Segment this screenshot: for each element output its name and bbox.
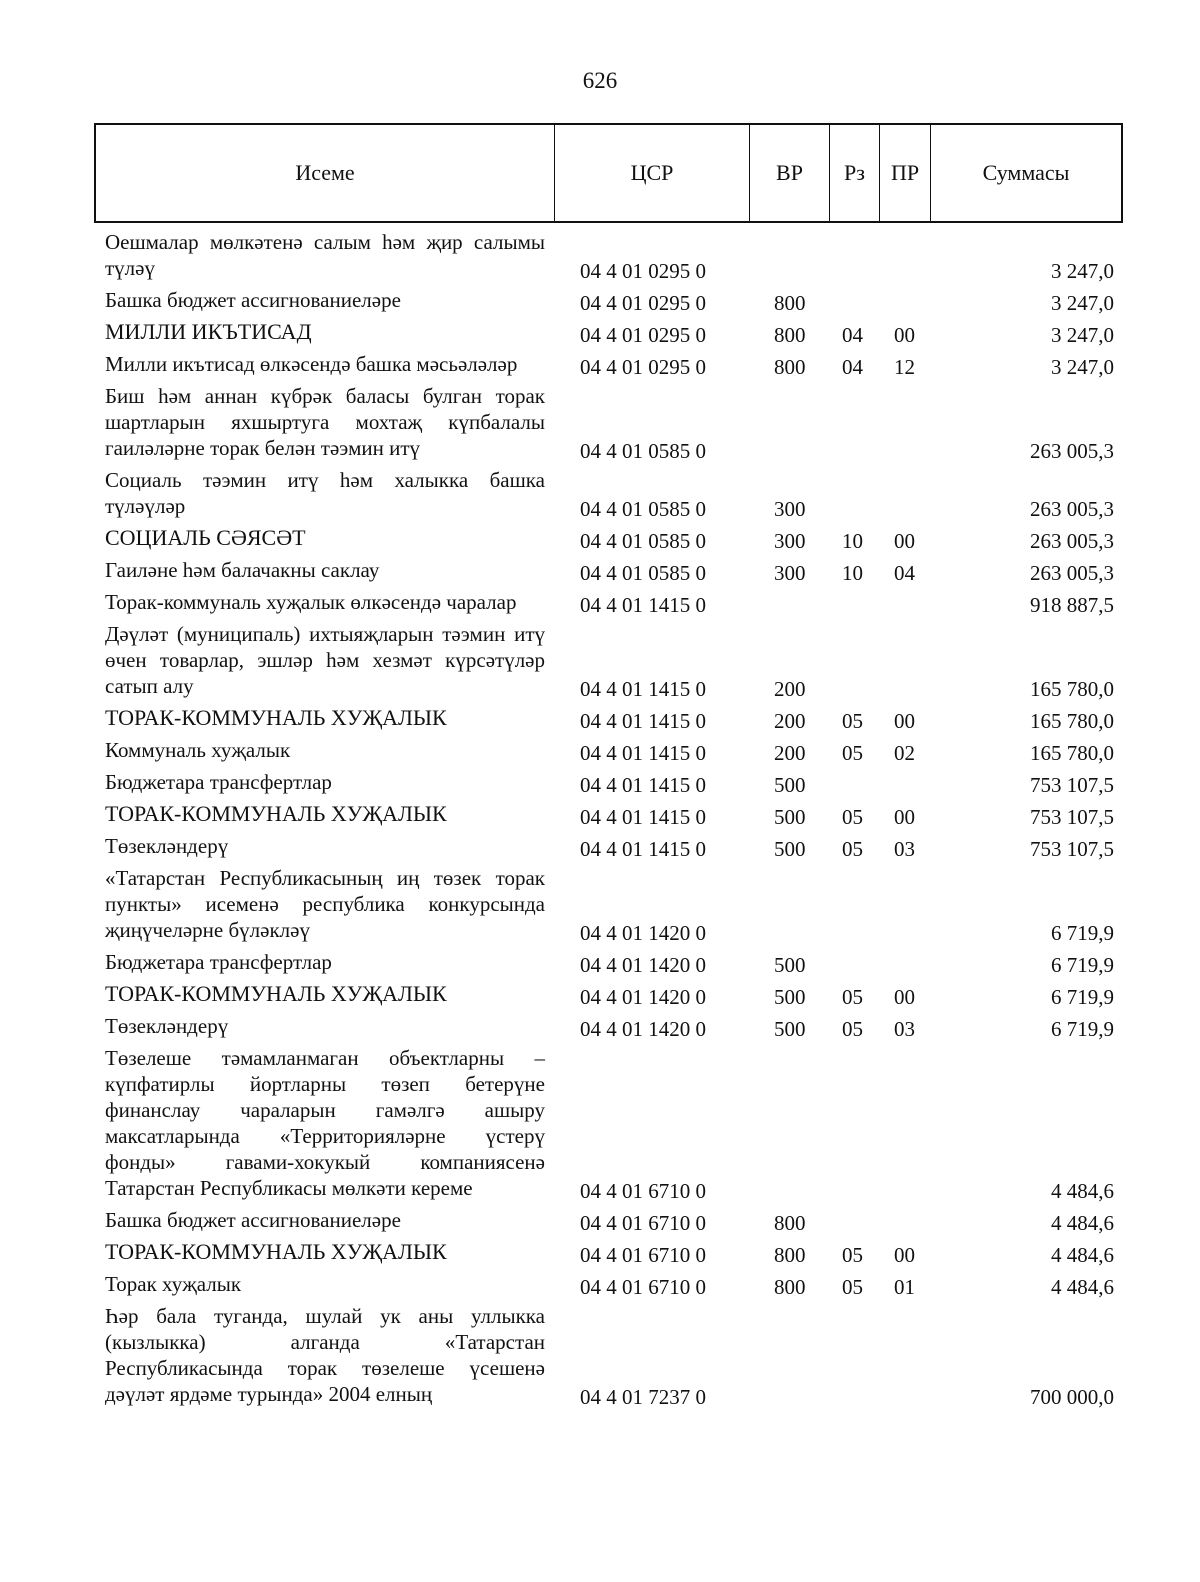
row-sum: 4 484,6: [1051, 1275, 1114, 1299]
row-name: Төзекләндерү: [105, 834, 229, 858]
row-name: Башка бюджет ассигнованиеләре: [105, 288, 401, 312]
row-sum: 3 247,0: [1051, 291, 1114, 315]
header-vr: ВР: [750, 125, 830, 221]
row-rz: 05: [842, 1275, 863, 1299]
row-csr: 04 4 01 0585 0: [580, 529, 706, 553]
row-sum: 753 107,5: [1030, 773, 1114, 797]
table-row: [0, 1010, 1200, 1042]
row-name: Төзекләндерү: [105, 1014, 229, 1038]
row-vr: 500: [774, 805, 806, 829]
row-pr: 03: [894, 837, 915, 861]
row-name: МИЛЛИ ИКЪТИСАД: [105, 319, 312, 344]
table-row: [0, 830, 1200, 862]
table-row: [0, 522, 1200, 554]
table-row: [0, 946, 1200, 978]
row-pr: 03: [894, 1017, 915, 1041]
row-vr: 500: [774, 837, 806, 861]
row-vr: 800: [774, 1243, 806, 1267]
row-vr: 800: [774, 1275, 806, 1299]
row-rz: 04: [842, 355, 863, 379]
row-sum: 700 000,0: [1030, 1385, 1114, 1409]
row-vr: 500: [774, 985, 806, 1009]
row-sum: 4 484,6: [1051, 1211, 1114, 1235]
table-row: [0, 1042, 1200, 1204]
row-csr: 04 4 01 0295 0: [580, 323, 706, 347]
row-sum: 6 719,9: [1051, 1017, 1114, 1041]
row-name: Гаиләне һәм балачакны саклау: [105, 558, 380, 582]
table-row: [0, 554, 1200, 586]
row-sum: 165 780,0: [1030, 709, 1114, 733]
row-name: «Татарстан Республикасының иң төзек торак пункты» исеменә республика конкурсында җиңүчеләрне бүләкләү: [105, 866, 545, 942]
row-sum: 4 484,6: [1051, 1179, 1114, 1203]
row-name: Бюджетара трансфертлар: [105, 950, 332, 974]
row-csr: 04 4 01 1415 0: [580, 805, 706, 829]
row-pr: 00: [894, 1243, 915, 1267]
row-name: Оешмалар мөлкәтенә салым һәм җир салымы түләү: [105, 230, 545, 280]
row-vr: 500: [774, 953, 806, 977]
row-rz: 05: [842, 1017, 863, 1041]
row-sum: 3 247,0: [1051, 259, 1114, 283]
table-row: [0, 464, 1200, 522]
row-name: ТОРАК-КОММУНАЛЬ ХУҖАЛЫК: [105, 1239, 447, 1264]
table-row: [0, 862, 1200, 946]
table-row: [0, 348, 1200, 380]
row-rz: 10: [842, 561, 863, 585]
row-rz: 04: [842, 323, 863, 347]
row-csr: 04 4 01 1420 0: [580, 953, 706, 977]
row-csr: 04 4 01 7237 0: [580, 1385, 706, 1409]
row-csr: 04 4 01 6710 0: [580, 1243, 706, 1267]
row-sum: 753 107,5: [1030, 837, 1114, 861]
row-rz: 05: [842, 741, 863, 765]
row-name: Торак-коммуналь хуҗалык өлкәсендә чаралар: [105, 590, 517, 614]
row-pr: 00: [894, 985, 915, 1009]
table-body: [0, 226, 1200, 1410]
row-name: СОЦИАЛЬ СӘЯСӘТ: [105, 525, 306, 550]
table-row: [0, 1204, 1200, 1236]
row-vr: 300: [774, 529, 806, 553]
row-name: Бюджетара трансфертлар: [105, 770, 332, 794]
row-name: ТОРАК-КОММУНАЛЬ ХУҖАЛЫК: [105, 801, 447, 826]
table-row: [0, 978, 1200, 1010]
row-vr: 200: [774, 709, 806, 733]
row-csr: 04 4 01 0585 0: [580, 497, 706, 521]
row-csr: 04 4 01 1415 0: [580, 837, 706, 861]
table-row: [0, 226, 1200, 284]
page-number: 626: [582, 68, 618, 93]
row-sum: 165 780,0: [1030, 741, 1114, 765]
row-sum: 263 005,3: [1030, 561, 1114, 585]
row-csr: 04 4 01 0295 0: [580, 291, 706, 315]
row-sum: 263 005,3: [1030, 497, 1114, 521]
row-pr: 00: [894, 709, 915, 733]
row-pr: 00: [894, 323, 915, 347]
row-rz: 05: [842, 985, 863, 1009]
row-name: Һәр бала туганда, шулай ук аны уллыкка (кызлыкка) алганда «Татарстан Республикасында торак төзелеше үсешенә дәүләт ярдәме турында» 2004 елның: [105, 1304, 545, 1406]
row-csr: 04 4 01 6710 0: [580, 1275, 706, 1299]
row-vr: 800: [774, 1211, 806, 1235]
header-pr: ПР: [880, 125, 931, 221]
table-row: [0, 380, 1200, 464]
row-name: Коммуналь хуҗалык: [105, 738, 291, 762]
row-name: Торак хуҗалык: [105, 1272, 242, 1296]
row-name: Милли икътисад өлкәсендә башка мәсьәләләр: [105, 352, 518, 376]
row-vr: 200: [774, 741, 806, 765]
row-sum: 918 887,5: [1030, 593, 1114, 617]
row-vr: 800: [774, 291, 806, 315]
row-pr: 04: [894, 561, 915, 585]
row-csr: 04 4 01 0585 0: [580, 561, 706, 585]
row-rz: 05: [842, 1243, 863, 1267]
row-csr: 04 4 01 1415 0: [580, 677, 706, 701]
row-csr: 04 4 01 1415 0: [580, 741, 706, 765]
row-name: Социаль тәэмин итү һәм халыкка башка түләүләр: [105, 468, 545, 518]
row-csr: 04 4 01 1420 0: [580, 1017, 706, 1041]
row-csr: 04 4 01 1415 0: [580, 593, 706, 617]
row-csr: 04 4 01 6710 0: [580, 1211, 706, 1235]
table-row: [0, 1236, 1200, 1268]
table-row: [0, 316, 1200, 348]
row-pr: 01: [894, 1275, 915, 1299]
row-rz: 05: [842, 837, 863, 861]
row-csr: 04 4 01 6710 0: [580, 1179, 706, 1203]
table-row: [0, 702, 1200, 734]
table-row: [0, 1300, 1200, 1410]
header-name: Исеме: [96, 125, 555, 221]
row-sum: 3 247,0: [1051, 355, 1114, 379]
row-name: ТОРАК-КОММУНАЛЬ ХУҖАЛЫК: [105, 981, 447, 1006]
row-csr: 04 4 01 1415 0: [580, 773, 706, 797]
row-pr: 12: [894, 355, 915, 379]
row-sum: 263 005,3: [1030, 529, 1114, 553]
row-vr: 200: [774, 677, 806, 701]
row-vr: 500: [774, 773, 806, 797]
row-csr: 04 4 01 0295 0: [580, 259, 706, 283]
row-sum: 6 719,9: [1051, 985, 1114, 1009]
row-vr: 800: [774, 355, 806, 379]
header-csr: ЦСР: [555, 125, 750, 221]
row-csr: 04 4 01 1420 0: [580, 921, 706, 945]
row-name: ТОРАК-КОММУНАЛЬ ХУҖАЛЫК: [105, 705, 447, 730]
row-sum: 6 719,9: [1051, 953, 1114, 977]
row-sum: 6 719,9: [1051, 921, 1114, 945]
table-row: [0, 618, 1200, 702]
table-row: [0, 1268, 1200, 1300]
row-sum: 4 484,6: [1051, 1243, 1114, 1267]
row-sum: 165 780,0: [1030, 677, 1114, 701]
row-name: Башка бюджет ассигнованиеләре: [105, 1208, 401, 1232]
row-csr: 04 4 01 0295 0: [580, 355, 706, 379]
row-csr: 04 4 01 1420 0: [580, 985, 706, 1009]
row-sum: 3 247,0: [1051, 323, 1114, 347]
row-vr: 300: [774, 561, 806, 585]
row-pr: 02: [894, 741, 915, 765]
table-row: [0, 586, 1200, 618]
row-rz: 10: [842, 529, 863, 553]
row-name: Биш һәм аннан күбрәк баласы булган торак шартларын яхшыртуга мохтаҗ күпбалалы гаиләләрне торак белән тәэмин итү: [105, 384, 545, 460]
row-name: Төзелеше тәмамланмаган объектларны – күпфатирлы йортларны төзеп бетерүне финанслау чараларын гамәлгә ашыру максатларында «Территорияләрне үстерү фонды» гавами-хокукый компаниясенә Татарстан Республикасы мөлкәти кереме: [105, 1046, 545, 1200]
table-row: [0, 284, 1200, 316]
row-sum: 753 107,5: [1030, 805, 1114, 829]
row-vr: 800: [774, 323, 806, 347]
row-vr: 500: [774, 1017, 806, 1041]
table-row: [0, 766, 1200, 798]
row-pr: 00: [894, 529, 915, 553]
row-csr: 04 4 01 0585 0: [580, 439, 706, 463]
row-pr: 00: [894, 805, 915, 829]
row-vr: 300: [774, 497, 806, 521]
table-header: [94, 123, 1123, 223]
row-sum: 263 005,3: [1030, 439, 1114, 463]
row-rz: 05: [842, 709, 863, 733]
header-rz: Рз: [830, 125, 880, 221]
table-row: [0, 798, 1200, 830]
row-csr: 04 4 01 1415 0: [580, 709, 706, 733]
table-row: [0, 734, 1200, 766]
header-sum: Суммасы: [982, 160, 1070, 185]
row-rz: 05: [842, 805, 863, 829]
row-name: Дәүләт (муниципаль) ихтыяҗларын тәэмин итү өчен товарлар, эшләр һәм хезмәт күрсәтүләр сатып алу: [105, 622, 545, 698]
